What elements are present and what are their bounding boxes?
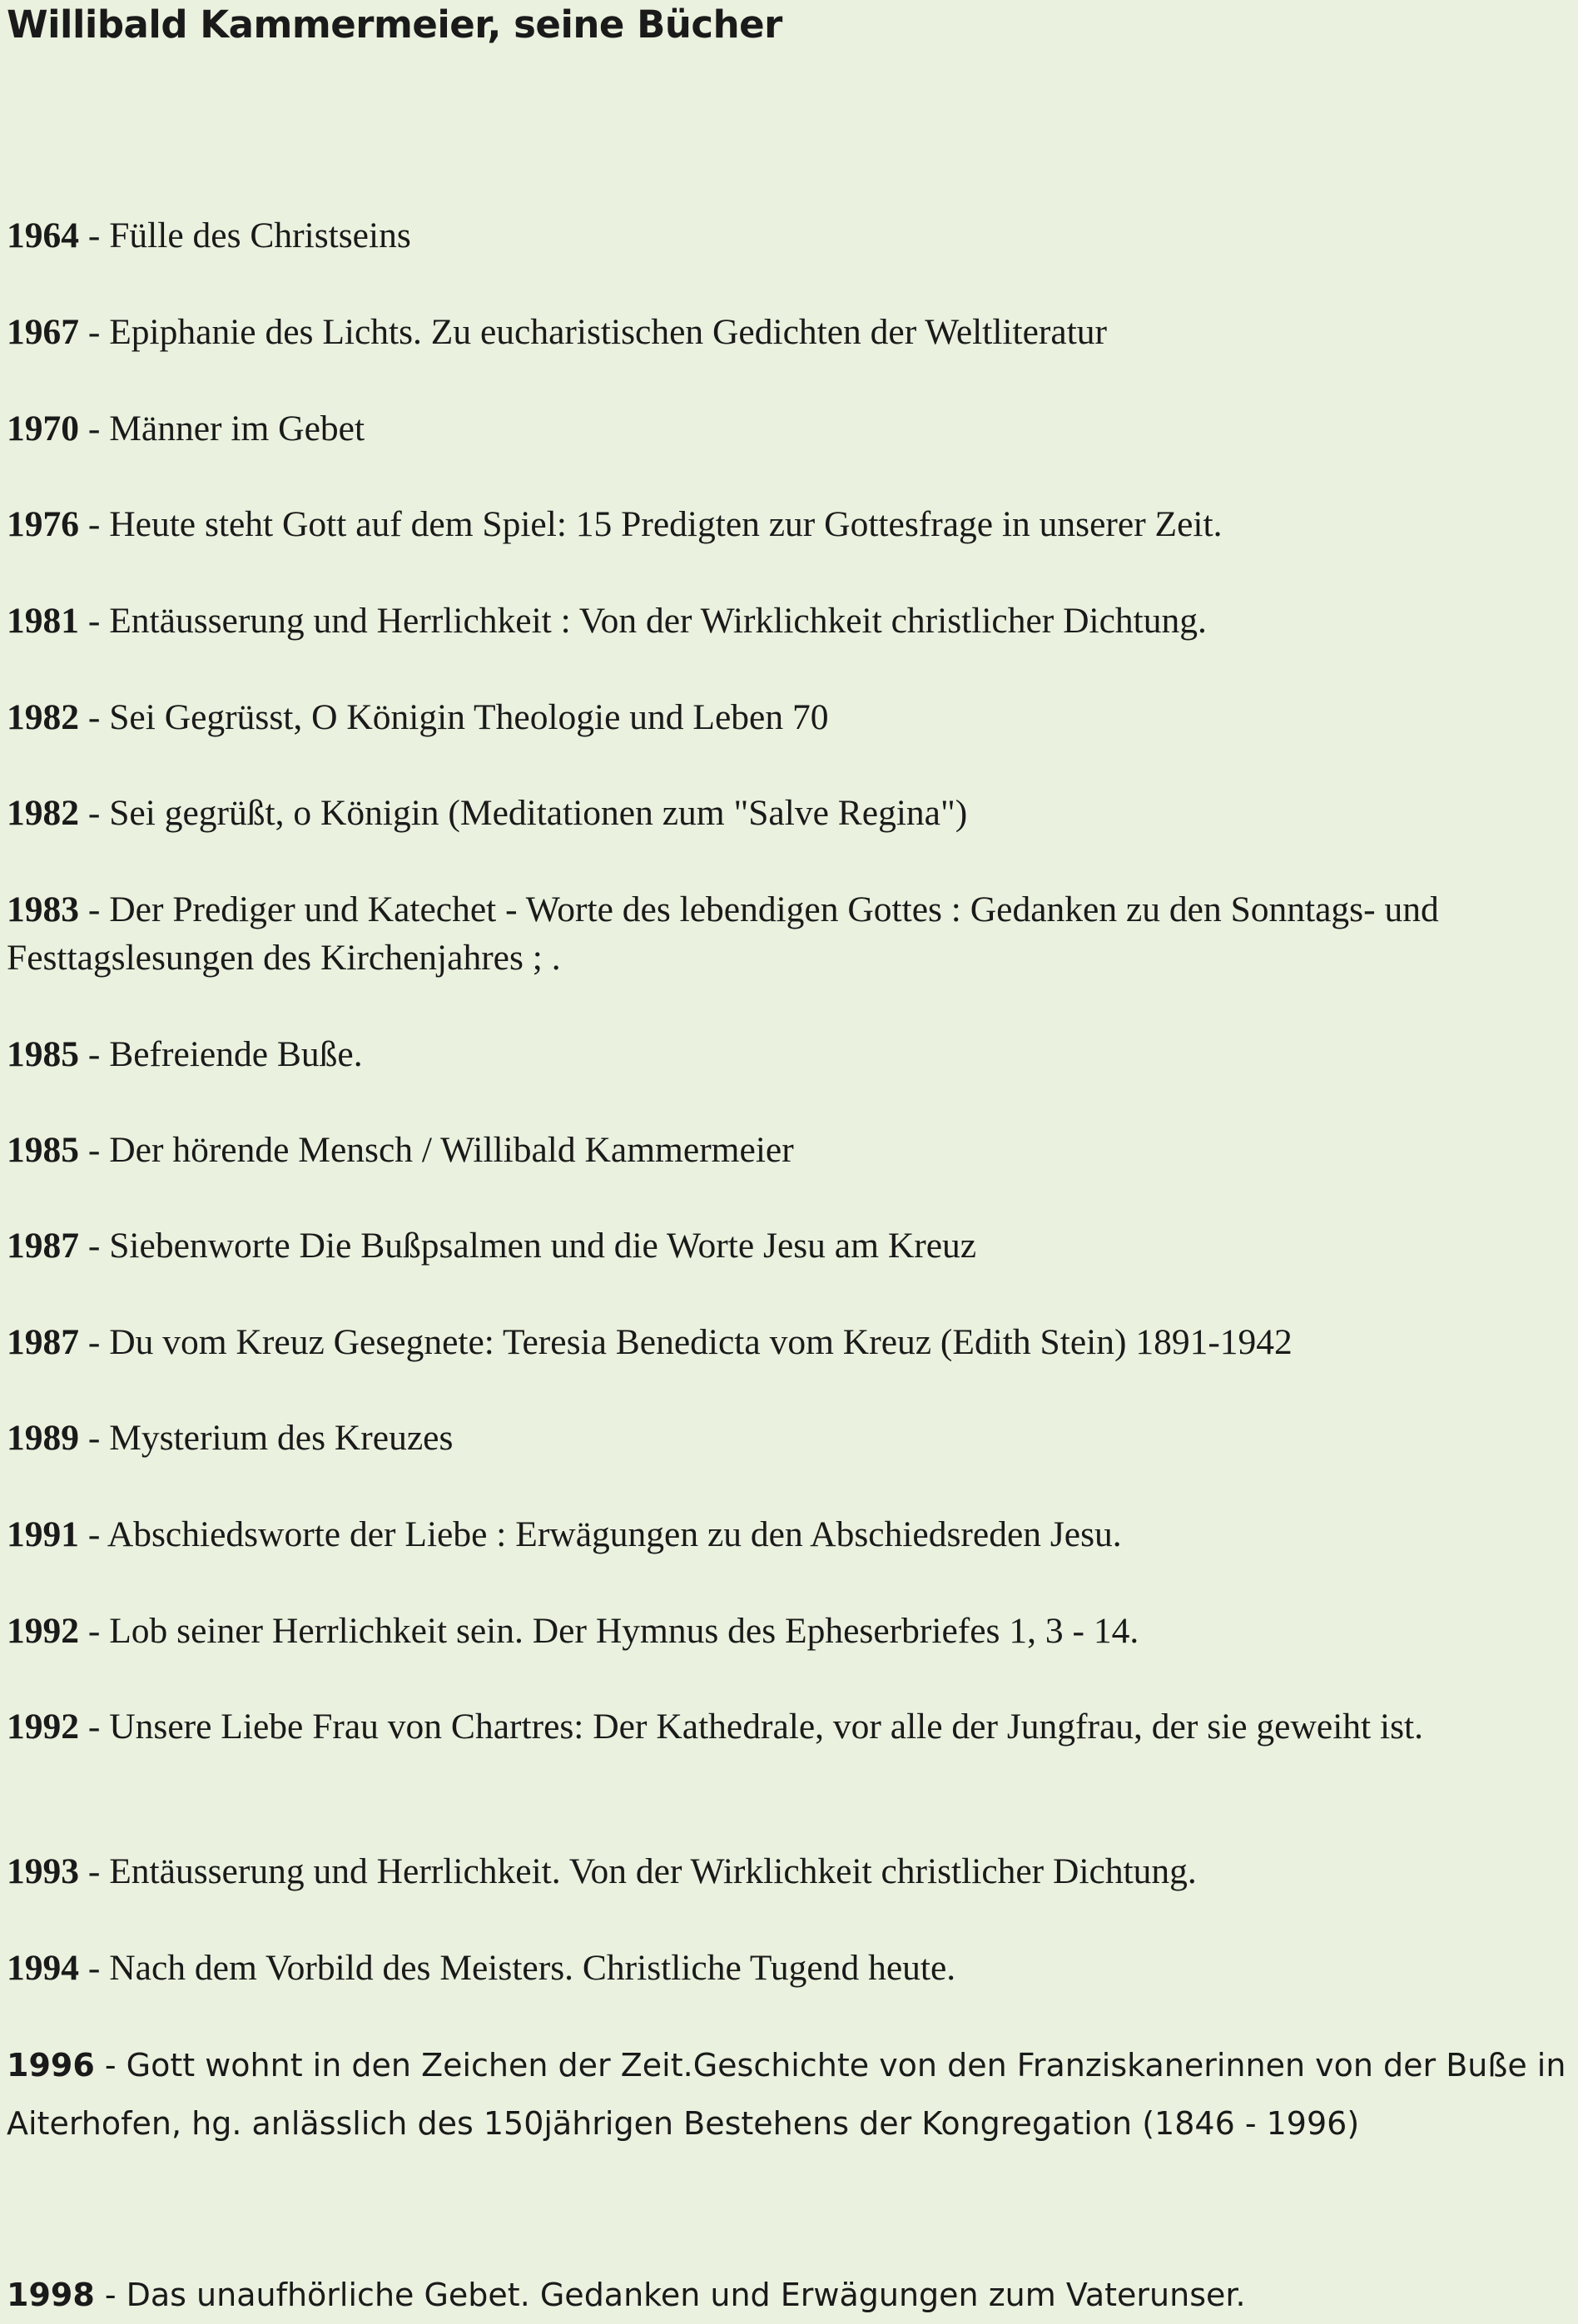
book-year: 1992 xyxy=(7,1707,79,1747)
book-title: - Der Prediger und Katechet - Worte des lebendigen Gottes : Gedanken zu den Sonntags- und Festtagslesungen des Kirchenjahres ; . xyxy=(7,889,1439,978)
book-entry xyxy=(7,1607,1571,1655)
book-entry xyxy=(7,1414,1571,1462)
book-entry xyxy=(7,1318,1571,1366)
book-title: - Entäusserung und Herrlichkeit : Von der Wirklichkeit christlicher Dichtung. xyxy=(79,601,1207,641)
book-year: 1981 xyxy=(7,601,79,641)
book-year: 1982 xyxy=(7,697,79,737)
book-year: 1976 xyxy=(7,504,79,544)
book-title: - Der hörende Mensch / Willibald Kammermeier xyxy=(79,1130,794,1170)
book-entry xyxy=(7,211,1571,260)
book-entry xyxy=(7,1702,1571,1751)
book-year: 1982 xyxy=(7,793,79,833)
book-entry xyxy=(7,500,1571,548)
book-entry xyxy=(7,1510,1571,1558)
book-entry xyxy=(7,1030,1571,1078)
book-title: - Entäusserung und Herrlichkeit. Von der Wirklichkeit christlicher Dichtung. xyxy=(79,1851,1197,1891)
book-entry xyxy=(7,1847,1571,1895)
book-title: - Das unaufhörliche Gebet. Gedanken und Erwägungen zum Vaterunser. xyxy=(94,2277,1246,2313)
book-entry xyxy=(7,404,1571,453)
book-entry xyxy=(7,2036,1571,2153)
book-title: - Unsere Liebe Frau von Chartres: Der Kathedrale, vor alle der Jungfrau, der sie geweiht ist. xyxy=(79,1707,1423,1747)
book-year: 1998 xyxy=(7,2277,95,2313)
book-title: - Mysterium des Kreuzes xyxy=(79,1418,454,1458)
book-year: 1994 xyxy=(7,1948,79,1988)
book-entry xyxy=(7,308,1571,356)
book-entry xyxy=(7,1221,1571,1270)
book-year: 1989 xyxy=(7,1418,79,1458)
book-title: - Siebenworte Die Bußpsalmen und die Worte Jesu am Kreuz xyxy=(79,1226,977,1266)
book-title: - Lob seiner Herrlichkeit sein. Der Hymnus des Epheserbriefes 1, 3 - 14. xyxy=(79,1611,1139,1651)
book-year: 1993 xyxy=(7,1851,79,1891)
book-title: - Sei Gegrüsst, O Königin Theologie und Leben 70 xyxy=(79,697,829,737)
book-entry xyxy=(7,885,1571,982)
book-year: 1964 xyxy=(7,216,79,255)
book-title: - Sei gegrüßt, o Königin (Meditationen zum "Salve Regina") xyxy=(79,793,968,833)
book-title: - Gott wohnt in den Zeichen der Zeit.Geschichte von den Franziskanerinnen von der Buße in Aiterhofen, hg. anlässlich des 150jährigen Bestehens der Kongregation (1846 - 1996) xyxy=(7,2047,1566,2142)
book-title: - Männer im Gebet xyxy=(79,409,365,448)
book-entry xyxy=(7,789,1571,837)
book-year: 1983 xyxy=(7,889,79,929)
book-entry xyxy=(7,1944,1571,1992)
book-year: 1985 xyxy=(7,1130,79,1170)
book-year: 1992 xyxy=(7,1611,79,1651)
book-title: - Nach dem Vorbild des Meisters. Christliche Tugend heute. xyxy=(79,1948,956,1988)
book-year: 1967 xyxy=(7,312,79,352)
book-title: - Heute steht Gott auf dem Spiel: 15 Predigten zur Gottesfrage in unserer Zeit. xyxy=(79,504,1223,544)
book-entry xyxy=(7,597,1571,645)
book-year: 1996 xyxy=(7,2047,95,2084)
book-title: - Epiphanie des Lichts. Zu eucharistischen Gedichten der Weltliteratur xyxy=(79,312,1108,352)
book-year: 1987 xyxy=(7,1322,79,1362)
book-entry xyxy=(7,693,1571,741)
book-year: 1991 xyxy=(7,1514,79,1554)
book-year: 1970 xyxy=(7,409,79,448)
page-title: Willibald Kammermeier, seine Bücher xyxy=(7,2,782,47)
book-entry xyxy=(7,2266,1571,2324)
book-title: - Abschiedsworte der Liebe : Erwägungen zu den Abschiedsreden Jesu. xyxy=(79,1514,1122,1554)
book-title: - Befreiende Buße. xyxy=(79,1034,363,1074)
book-entry xyxy=(7,1126,1571,1174)
book-title: - Du vom Kreuz Gesegnete: Teresia Benedicta vom Kreuz (Edith Stein) 1891-1942 xyxy=(79,1322,1293,1362)
book-year: 1987 xyxy=(7,1226,79,1266)
book-year: 1985 xyxy=(7,1034,79,1074)
book-title: - Fülle des Christseins xyxy=(79,216,411,255)
